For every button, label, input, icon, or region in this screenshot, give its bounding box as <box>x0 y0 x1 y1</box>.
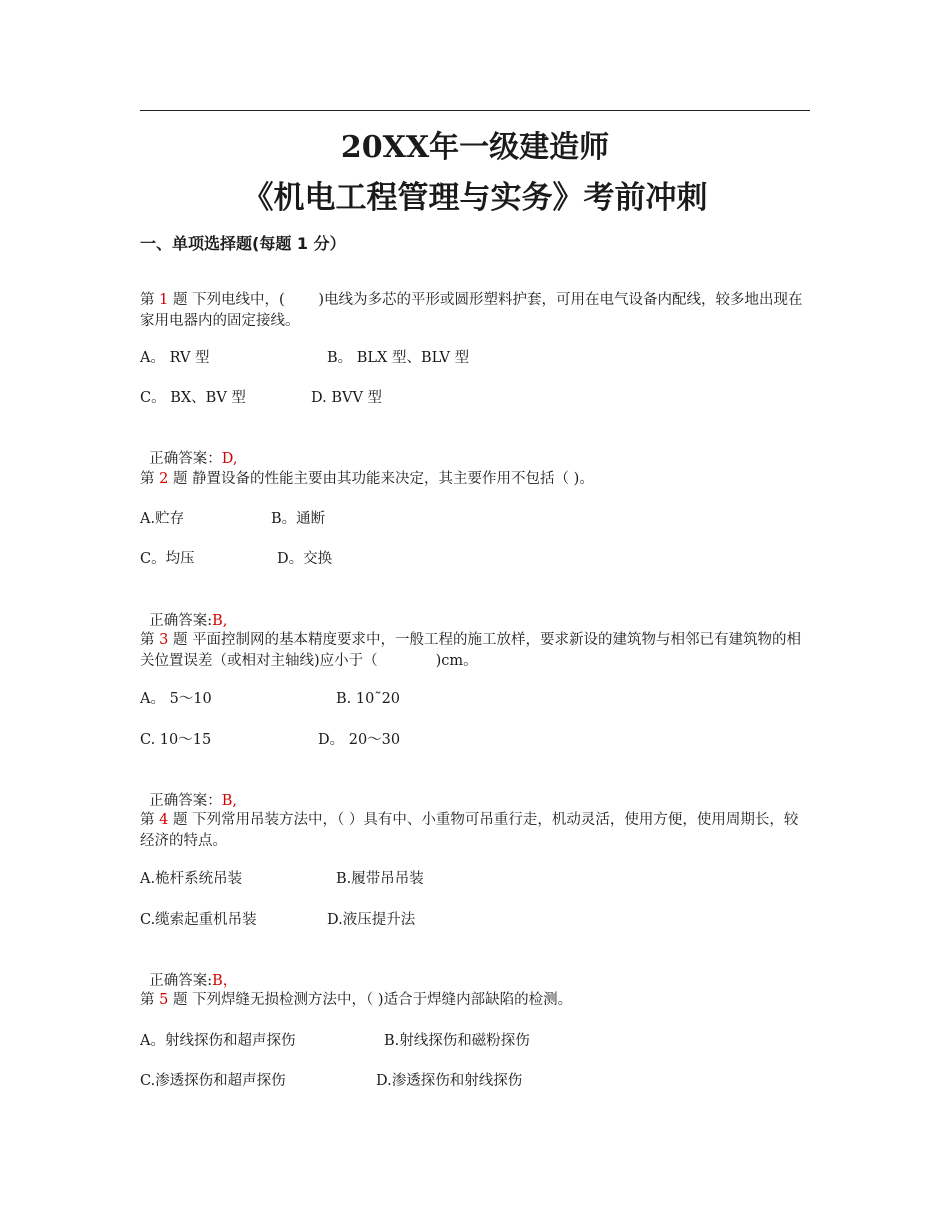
question-4: 第 4 题 下列常用吊装方法中，（ ）具有中、小重物可吊重行走，机动灵活，使用方便，使用周期长，较经济的特点。 <box>140 812 799 849</box>
question-number: 2 <box>159 471 169 487</box>
option-d: D。 20～30 <box>318 732 401 748</box>
question-2: 第 2 题 静置设备的性能主要由其功能来决定，其主要作用不包括（ )。 <box>140 471 594 487</box>
question-number: 3 <box>159 632 169 648</box>
option-d: D.液压提升法 <box>327 912 416 928</box>
option-a: A.贮存 <box>140 511 185 527</box>
option-c: C。均压 <box>140 551 195 567</box>
question-text: 下列常用吊装方法中，（ ）具有中、小重物可吊重行走，机动灵活，使用方便，使用周期长，较经济的特点。 <box>140 812 799 849</box>
option-b: B。通断 <box>271 511 326 527</box>
question-number: 1 <box>159 292 169 308</box>
option-c: C. 10～15 <box>140 732 212 748</box>
option-a: A。 RV 型 <box>140 350 210 366</box>
answer-value: B, <box>221 793 237 809</box>
answer-line: 正确答案:B, <box>149 613 228 629</box>
option-a: A。 5～10 <box>140 691 212 707</box>
option-d: D。交换 <box>277 551 333 567</box>
question-1: 第 1 题 下列电线中，( )电线为多芯的平形或圆形塑料护套，可用在电气设备内配线，较多地出现在家用电器内的固定接线。 <box>140 292 803 329</box>
answer-value: D, <box>221 451 238 467</box>
answer-line: 正确答案：B, <box>149 793 237 809</box>
question-number: 4 <box>159 812 169 828</box>
section-title: 一、单项选择题(每题 1 分） <box>140 234 346 253</box>
answer-line: 正确答案:B， <box>149 973 238 989</box>
option-d: D. BVV 型 <box>311 390 383 406</box>
question-5: 第 5 题 下列焊缝无损检测方法中，（ )适合于焊缝内部缺陷的检测。 <box>140 992 573 1008</box>
question-text: 下列焊缝无损检测方法中，（ )适合于焊缝内部缺陷的检测。 <box>192 992 573 1008</box>
option-b: B。 BLX 型、BLV 型 <box>327 350 470 366</box>
answer-line: 正确答案：D, <box>149 451 238 467</box>
option-d: D.渗透探伤和射线探伤 <box>376 1073 523 1089</box>
top-rule <box>140 110 810 111</box>
option-b: B.射线探伤和磁粉探伤 <box>384 1033 530 1049</box>
option-b: B.履带吊吊装 <box>336 871 424 887</box>
option-c: C.缆索起重机吊装 <box>140 912 257 928</box>
question-text: 静置设备的性能主要由其功能来决定，其主要作用不包括（ )。 <box>192 471 594 487</box>
question-text: 下列电线中，( )电线为多芯的平形或圆形塑料护套，可用在电气设备内配线，较多地出现在家用电器内的固定接线。 <box>140 292 803 329</box>
option-c: C。 BX、BV 型 <box>140 390 246 406</box>
option-c: C.渗透探伤和超声探伤 <box>140 1073 286 1089</box>
answer-value: B， <box>212 973 238 989</box>
question-number: 5 <box>159 992 169 1008</box>
doc-title-line1: 20XX年一级建造师 <box>340 130 610 165</box>
answer-value: B, <box>212 613 228 629</box>
option-b: B. 10˜20 <box>336 691 401 707</box>
option-a: A.桅杆系统吊装 <box>140 871 243 887</box>
question-3: 第 3 题 平面控制网的基本精度要求中，一般工程的施工放样，要求新设的建筑物与相邻已有建筑物的相关位置误差（或相对主轴线)应小于（ )cm。 <box>140 632 802 669</box>
doc-title-line2: 《机电工程管理与实务》考前冲刺 <box>242 180 708 216</box>
option-a: A。射线探伤和超声探伤 <box>140 1033 296 1049</box>
question-text: 平面控制网的基本精度要求中，一般工程的施工放样，要求新设的建筑物与相邻已有建筑物的相关位置误差（或相对主轴线)应小于（ )cm。 <box>140 632 802 669</box>
